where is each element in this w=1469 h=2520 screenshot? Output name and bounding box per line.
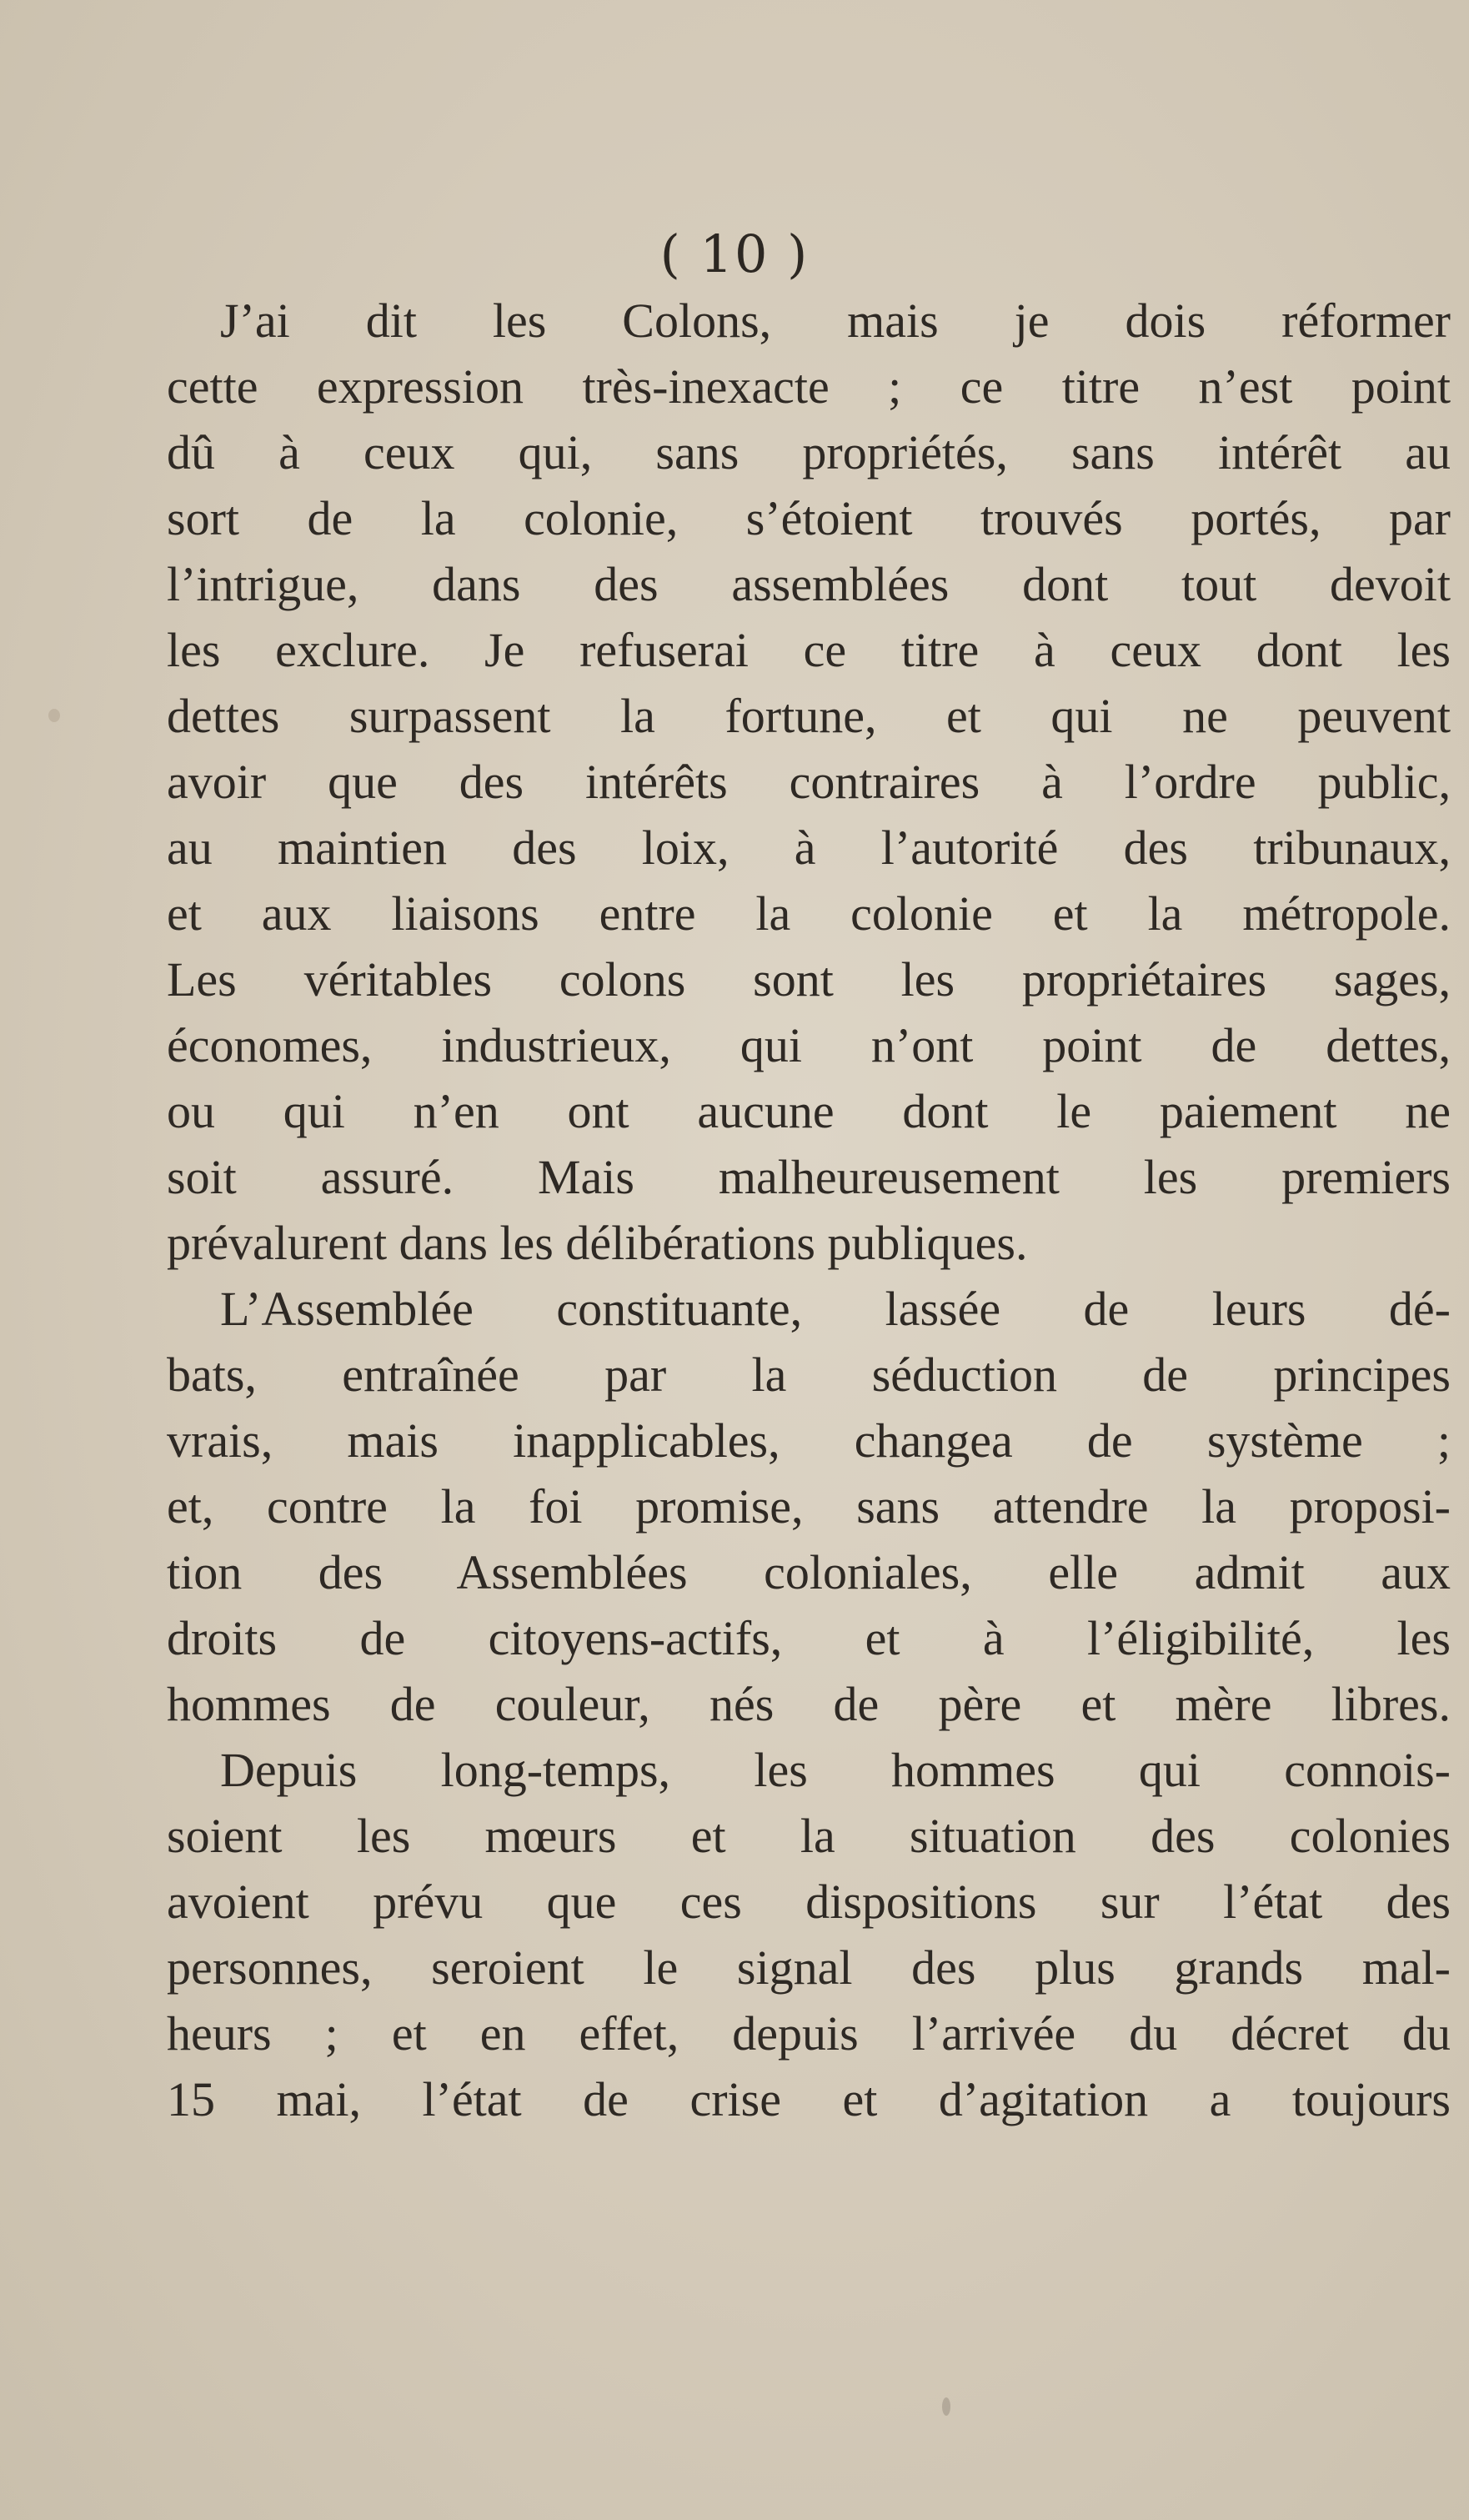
text-line: droits de citoyens-actifs, et à l’éligibilité, les <box>167 1611 1451 1665</box>
text-line: au maintien des loix, à l’autorité des tribunaux, <box>167 821 1451 875</box>
text-line: économes, industrieux, qui n’ont point de dettes, <box>167 1018 1451 1072</box>
paper-speck <box>942 2397 950 2416</box>
text-line: 15 mai, l’état de crise et d’agitation a toujours <box>167 2072 1451 2126</box>
text-line: hommes de couleur, nés de père et mère libres. <box>167 1677 1451 1731</box>
text-line: les exclure. Je refuserai ce titre à ceux dont les <box>167 623 1451 677</box>
text-line: sort de la colonie, s’étoient trouvés portés, par <box>167 491 1451 545</box>
ink-spot <box>48 709 60 722</box>
text-line: Depuis long-temps, les hommes qui connois- <box>220 1743 1451 1797</box>
text-line: vrais, mais inapplicables, changea de système ; <box>167 1413 1451 1468</box>
text-line: ou qui n’en ont aucune dont le paiement ne <box>167 1084 1451 1138</box>
text-line: et aux liaisons entre la colonie et la métropole. <box>167 886 1451 941</box>
body-text <box>167 288 1451 2132</box>
text-line: J’ai dit les Colons, mais je dois réformer <box>220 294 1451 348</box>
page-number: ( 10 ) <box>659 223 810 284</box>
text-line: et, contre la foi promise, sans attendre la proposi- <box>167 1479 1451 1534</box>
text-line: soit assuré. Mais malheureusement les premiers <box>167 1150 1451 1204</box>
text-line: avoient prévu que ces dispositions sur l’état des <box>167 1875 1451 1929</box>
text-line: dû à ceux qui, sans propriétés, sans intérêt au <box>167 425 1451 479</box>
text-line: bats, entraînée par la séduction de principes <box>167 1348 1451 1402</box>
text-line: heurs ; et en effet, depuis l’arrivée du décret du <box>167 2006 1451 2061</box>
text-line: cette expression très-inexacte ; ce titre n’est point <box>167 359 1451 414</box>
text-line: tion des Assemblées coloniales, elle admit aux <box>167 1545 1451 1599</box>
text-line: prévalurent dans les délibérations publiques. <box>167 1216 1028 1270</box>
text-line: personnes, seroient le signal des plus grands mal- <box>167 1940 1451 1995</box>
text-line: l’intrigue, dans des assemblées dont tout devoit <box>167 557 1451 611</box>
text-line: Les véritables colons sont les propriétaires sages, <box>167 952 1451 1006</box>
text-line: avoir que des intérêts contraires à l’ordre public, <box>167 755 1451 809</box>
text-line: soient les mœurs et la situation des colonies <box>167 1809 1451 1863</box>
text-line: L’Assemblée constituante, lassée de leurs dé- <box>220 1282 1451 1336</box>
text-line: dettes surpassent la fortune, et qui ne peuvent <box>167 689 1451 743</box>
